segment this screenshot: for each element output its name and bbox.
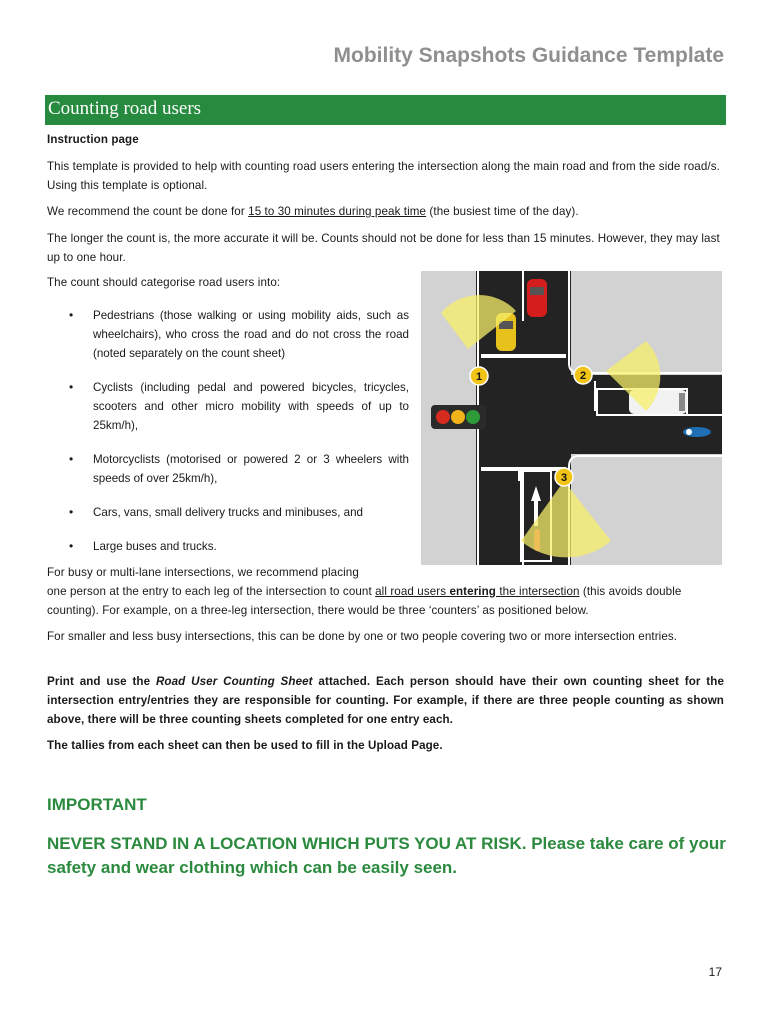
category-list <box>47 300 409 556</box>
svg-text:3: 3 <box>560 472 568 484</box>
red-car-icon <box>527 279 547 317</box>
upload-paragraph: The tallies from each sheet can then be used to fill in the Upload Page. <box>47 739 443 752</box>
counting-sheet-reference: Road User Counting Sheet <box>155 675 313 688</box>
duration-paragraph: The longer the count is, the more accurate it will be. Counts should not be done for less than 15 minutes. However, they may last up to one hour. <box>47 232 720 264</box>
list-item: • Pedestrians (those walking or using mobility aids, such as wheelchairs), who cross the road and do not cross the road (noted separately on the count sheet) <box>47 306 409 363</box>
counting-sheet-paragraph: Print and use the Road User Counting Sheet attached. Each person should have their own counting sheet for the intersection entry/entries they are responsible for counting. For example, if there are three people counting as shown above, there will be three counting sheets completed for one entry each. <box>47 675 724 726</box>
svg-text:1: 1 <box>475 371 483 383</box>
counter-1-marker <box>470 367 488 385</box>
document-title: Mobility Snapshots Guidance Template <box>333 44 724 67</box>
busy-intersection-line1: For busy or multi-lane intersections, we recommend placing <box>47 566 359 579</box>
intersection-diagram <box>421 271 722 565</box>
safety-warning: NEVER STAND IN A LOCATION WHICH PUTS YOU AT RISK. Please take care of your safety and wear clothing which can be easily seen. <box>47 834 726 877</box>
svg-text:2: 2 <box>579 370 587 382</box>
counter-3-marker <box>555 468 573 486</box>
list-item: • Cyclists (including pedal and powered bicycles, tricycles, scooters and other micro mobility with speeds of up to 25km/h), <box>47 378 409 435</box>
small-intersection-paragraph: For smaller and less busy intersections, this can be done by one or two people covering two or more intersection entries. <box>47 630 678 643</box>
list-item: • Large buses and trucks. <box>47 537 409 556</box>
instruction-heading: Instruction page <box>47 133 139 146</box>
important-heading: IMPORTANT <box>47 795 147 814</box>
list-item: • Cars, vans, small delivery trucks and minibuses, and <box>47 503 409 522</box>
list-item: • Motorcyclists (motorised or powered 2 or 3 wheelers with speeds of over 25km/h), <box>47 450 409 488</box>
section-heading: Counting road users <box>48 98 202 119</box>
intro-paragraph: This template is provided to help with counting road users entering the intersection along the main road and from the side road/s. Using this template is optional. <box>47 160 720 192</box>
traffic-light-icon <box>431 405 486 429</box>
section-banner <box>45 95 726 125</box>
busy-intersection-paragraph: one person at the entry to each leg of the intersection to count all road users entering the intersection (this avoids double counting). For example, on a three-leg intersection, there would be three ‘counters’ as positioned below. <box>47 585 682 617</box>
motorcycle-icon <box>683 427 711 437</box>
counter-2-marker <box>574 366 592 384</box>
categories-intro: The count should categorise road users into: <box>47 276 281 289</box>
recommendation-paragraph: We recommend the count be done for 15 to 30 minutes during peak time (the busiest time of the day). <box>47 205 579 218</box>
page-number: 17 <box>708 965 722 979</box>
peak-time-emphasis: 15 to 30 minutes during peak time <box>248 205 427 218</box>
